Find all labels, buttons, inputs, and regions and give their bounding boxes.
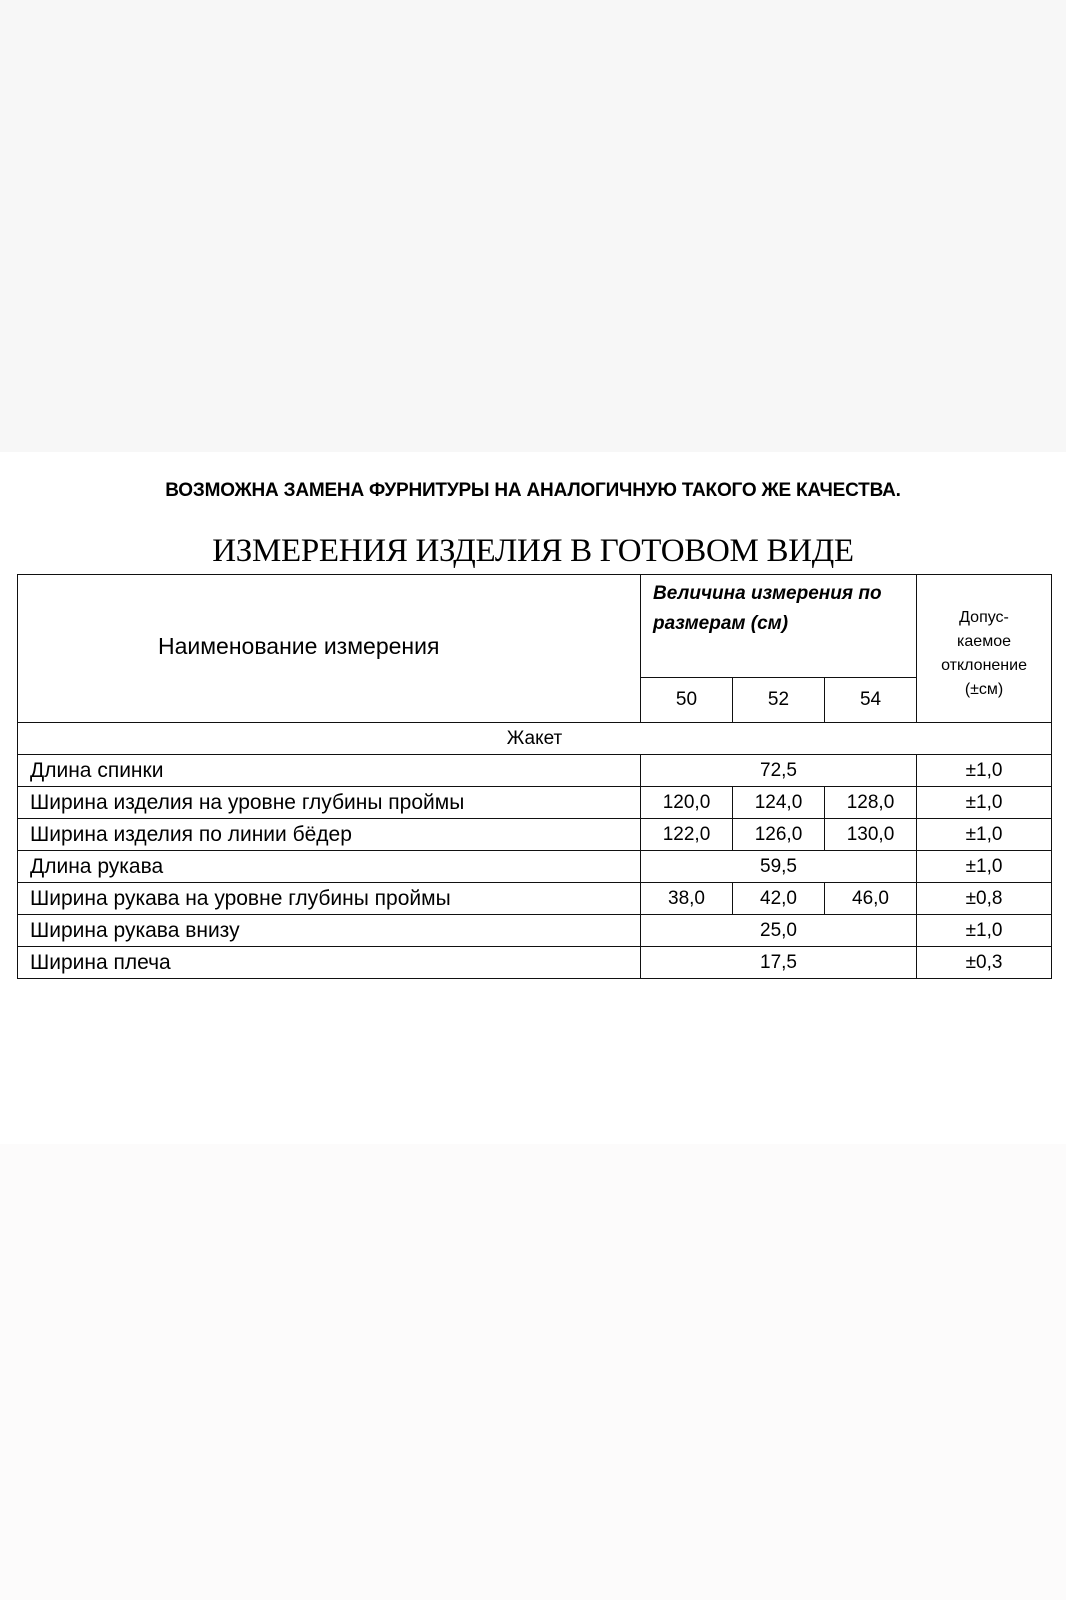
size-50: 50 [641, 678, 733, 723]
table-row [18, 851, 1052, 883]
size-52: 52 [733, 678, 825, 723]
bottom-background [0, 1144, 1066, 1600]
header-row [18, 575, 1052, 678]
measurement-value: 25,0 [641, 915, 917, 947]
header-tolerance [917, 575, 1052, 723]
header-measurement-name: Наименование измерения [18, 575, 641, 723]
header-tolerance-line: каемое [957, 632, 1011, 650]
table-row [18, 819, 1052, 851]
measurement-value: 120,0 [641, 787, 733, 819]
measurement-value: 130,0 [825, 819, 917, 851]
measurement-value: 46,0 [825, 883, 917, 915]
measurement-tolerance: ±0,8 [917, 883, 1052, 915]
section-row [18, 723, 1052, 755]
header-tolerance-line: (±см) [964, 680, 1004, 698]
header-tolerance-line: Допус- [959, 608, 1009, 626]
measurement-value: 38,0 [641, 883, 733, 915]
measurement-tolerance: ±1,0 [917, 819, 1052, 851]
measurement-tolerance: ±1,0 [917, 851, 1052, 883]
measurement-name: Длина рукава [18, 851, 641, 883]
measurement-tolerance: ±0,3 [917, 947, 1052, 979]
table-row [18, 915, 1052, 947]
measurement-name: Ширина изделия на уровне глубины проймы [18, 787, 641, 819]
measurement-tolerance: ±1,0 [917, 787, 1052, 819]
size-54: 54 [825, 678, 917, 723]
measurement-value: 17,5 [641, 947, 917, 979]
hardware-replacement-notice: ВОЗМОЖНА ЗАМЕНА ФУРНИТУРЫ НА АНАЛОГИЧНУЮ ТАКОГО ЖЕ КАЧЕСТВА. [165, 480, 901, 501]
measurement-name: Ширина изделия по линии бёдер [18, 819, 641, 851]
table-row [18, 755, 1052, 787]
measurement-name: Ширина рукава внизу [18, 915, 641, 947]
table-row [18, 883, 1052, 915]
measurements-table [17, 574, 1052, 979]
top-background [0, 0, 1066, 452]
measurement-value: 128,0 [825, 787, 917, 819]
table-row [18, 947, 1052, 979]
header-tolerance-line: отклонение [941, 656, 1027, 674]
measurement-value: 122,0 [641, 819, 733, 851]
measurement-name: Ширина плеча [18, 947, 641, 979]
header-size-values: Величина измерения по размерам (см) [641, 575, 917, 678]
measurement-value: 124,0 [733, 787, 825, 819]
page-title: ИЗМЕРЕНИЯ ИЗДЕЛИЯ В ГОТОВОМ ВИДЕ [212, 533, 854, 569]
measurement-tolerance: ±1,0 [917, 915, 1052, 947]
measurement-value: 72,5 [641, 755, 917, 787]
table-row [18, 787, 1052, 819]
measurement-value: 42,0 [733, 883, 825, 915]
measurement-value: 59,5 [641, 851, 917, 883]
measurement-name: Длина спинки [18, 755, 641, 787]
measurement-value: 126,0 [733, 819, 825, 851]
section-title: Жакет [18, 723, 1052, 755]
measurement-name: Ширина рукава на уровне глубины проймы [18, 883, 641, 915]
measurement-tolerance: ±1,0 [917, 755, 1052, 787]
